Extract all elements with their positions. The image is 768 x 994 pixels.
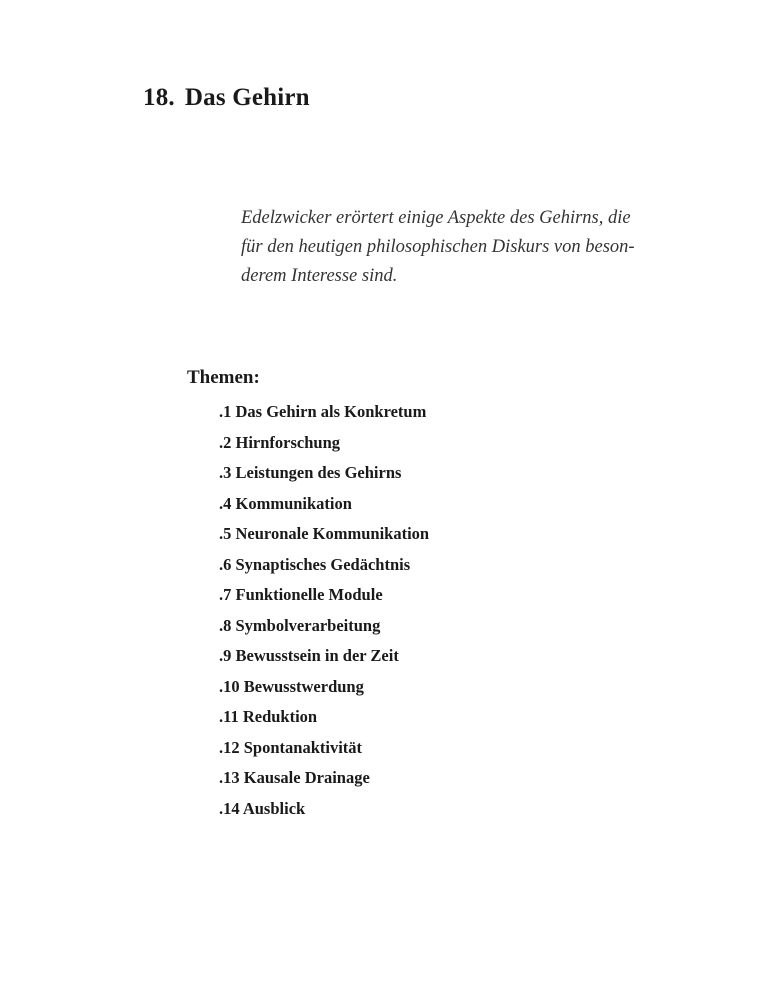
topic-item: .14 Ausblick <box>219 798 306 818</box>
topic-item: .8 Symbolverarbeitung <box>219 615 381 635</box>
topic-item: .1 Das Gehirn als Konkretum <box>219 402 427 421</box>
topics-heading: Themen: <box>187 367 260 388</box>
chapter-title <box>143 84 310 112</box>
abstract-line: derem Interesse sind. <box>241 266 398 286</box>
topic-item: .4 Kommunikation <box>219 493 352 513</box>
topic-item: .7 Funktionelle Module <box>219 585 383 604</box>
topic-item: .12 Spontanaktivität <box>219 737 363 757</box>
chapter-number: 18. <box>143 84 175 111</box>
topic-item: .3 Leistungen des Gehirns <box>219 463 402 482</box>
topic-item: .11 Reduktion <box>219 707 318 726</box>
topics-list <box>219 401 429 828</box>
topic-item: .2 Hirnforschung <box>219 432 341 452</box>
topic-item: .9 Bewusstsein in der Zeit <box>219 646 399 665</box>
abstract-line: für den heutigen philosophischen Diskurs von beson- <box>241 237 635 257</box>
chapter-title-text: Das Gehirn <box>184 84 310 111</box>
abstract-line: Edelzwicker erörtert einige Aspekte des Gehirns, die <box>241 208 631 228</box>
topic-item: .10 Bewusstwerdung <box>219 676 364 696</box>
topic-item: .13 Kausale Drainage <box>219 768 370 787</box>
topic-item: .5 Neuronale Kommunikation <box>219 524 430 543</box>
chapter-abstract <box>241 204 661 291</box>
topic-item: .6 Synaptisches Gedächtnis <box>219 554 411 574</box>
